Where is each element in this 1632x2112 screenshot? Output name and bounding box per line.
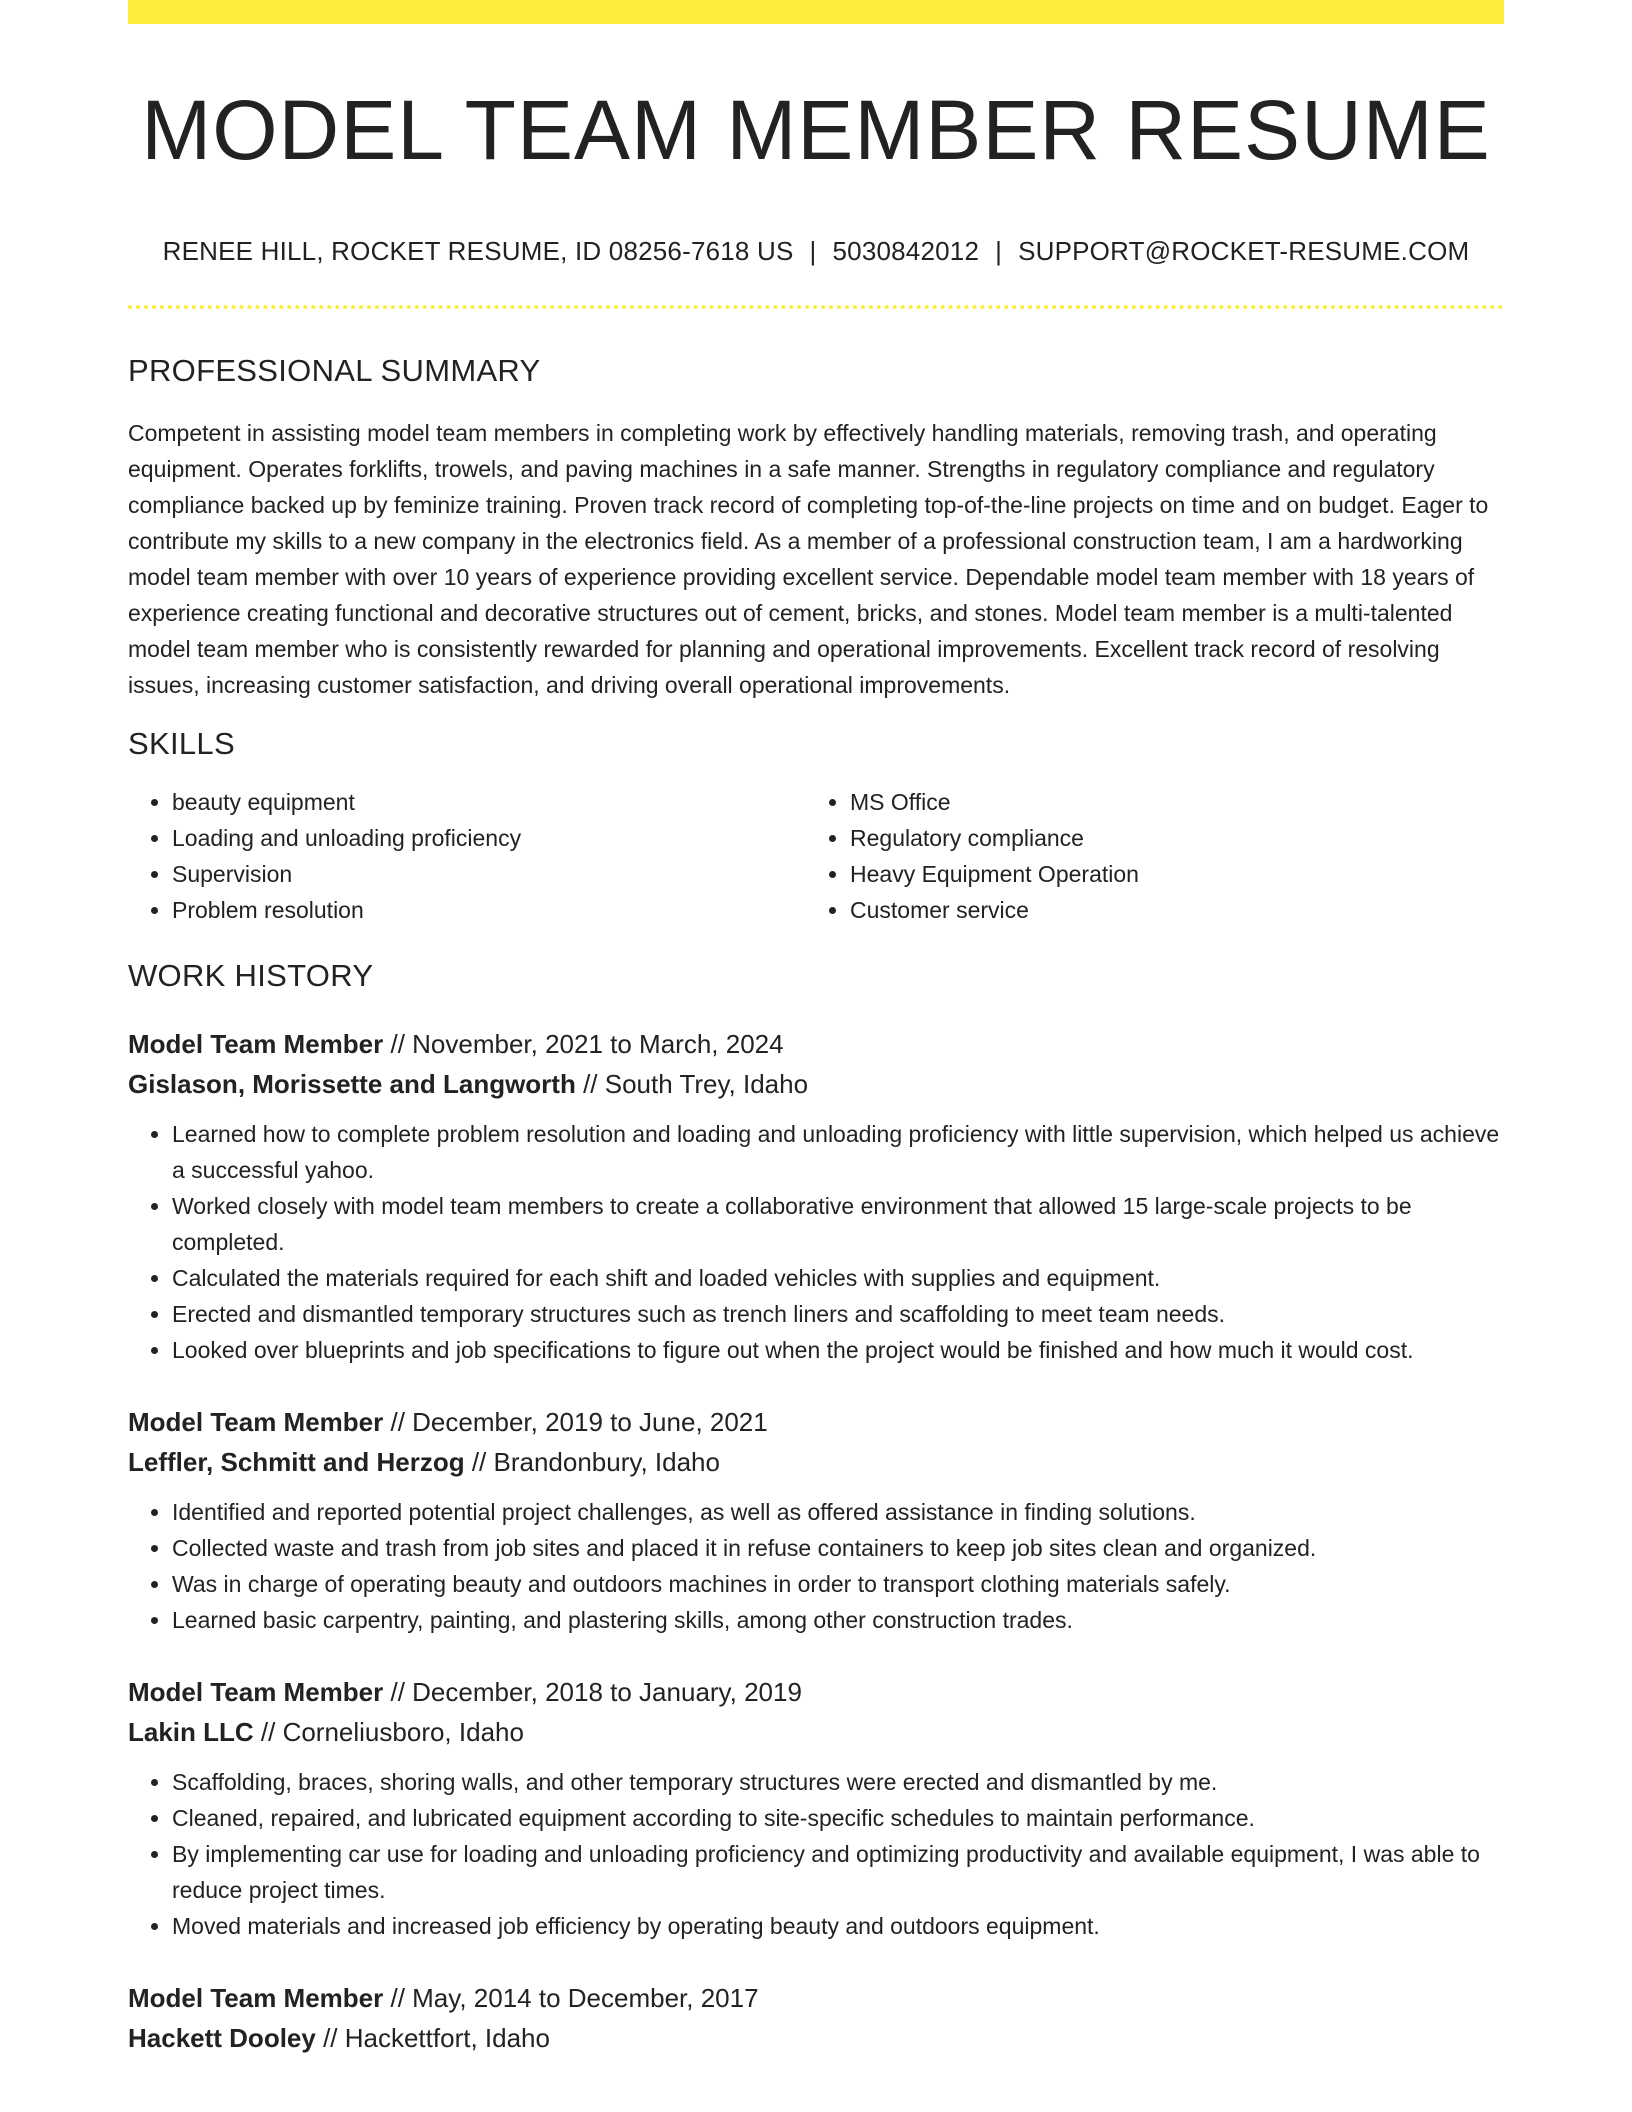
contact-address: RENEE HILL, ROCKET RESUME, ID 08256-7618 US [162,236,794,267]
job-entry [128,1024,1504,1368]
job-company-line [128,1712,1504,1752]
skill-item: • MS Office [850,784,1484,820]
summary-heading: PROFESSIONAL SUMMARY [128,353,541,389]
job-location: // Brandonbury, Idaho [464,1447,720,1478]
job-location: // Hackettfort, Idaho [315,2023,550,2054]
contact-phone: 5030842012 [832,236,980,267]
job-title: Model Team Member [128,1983,384,2014]
job-title: Model Team Member [128,1029,384,1060]
contact-line [128,236,1504,267]
job-bullet: • Identified and reported potential project challenges, as well as offered assistance in finding solutions. [172,1494,1504,1530]
skill-item: • Customer service [850,892,1484,928]
skill-item: • beauty equipment [172,784,806,820]
skill-item: • Heavy Equipment Operation [850,856,1484,892]
skill-item: • Loading and unloading proficiency [172,820,806,856]
skills-heading: SKILLS [128,726,235,762]
job-bullets [128,1116,1504,1368]
job-bullet: • Learned how to complete problem resolution and loading and unloading proficiency with little supervision, which helped us achieve a successful yahoo. [172,1116,1504,1188]
job-bullet: • Collected waste and trash from job sites and placed it in refuse containers to keep job sites clean and organized. [172,1530,1504,1566]
job-location: // South Trey, Idaho [575,1069,809,1100]
job-company: Lakin LLC [128,1717,254,1748]
skills-list [128,784,1504,928]
job-company-line [128,1442,1504,1482]
job-company: Leffler, Schmitt and Herzog [128,1447,465,1478]
dotted-divider [128,305,1504,309]
skills-column-left [128,784,806,928]
job-company-line [128,1064,1504,1104]
job-bullets [128,1494,1504,1638]
job-dates: // December, 2018 to January, 2019 [383,1677,802,1708]
job-dates: // November, 2021 to March, 2024 [383,1029,784,1060]
job-bullet: • Moved materials and increased job efficiency by operating beauty and outdoors equipment. [172,1908,1504,1944]
work-history-heading: WORK HISTORY [128,958,374,994]
job-title-line [128,1672,1504,1712]
job-location: // Corneliusboro, Idaho [253,1717,524,1748]
job-title-line [128,1024,1504,1064]
job-dates: // December, 2019 to June, 2021 [383,1407,768,1438]
summary-text: Competent in assisting model team members in completing work by effectively handling materials, removing trash, and operating equipment. Operates forklifts, trowels, and paving machines in a safe manner. Strengths in regulatory compliance and regulatory compliance backed up by feminize training. Proven track record of completing top-of-the-line projects on time and on budget. Eager to contribute my skills to a new company in the electronics field. As a member of a professional construction team, I am a hardworking model team member with over 10 years of experience providing excellent service. Dependable model team member with 18 years of experience creating functional and decorative structures out of cement, bricks, and stones. Model team member is a multi-talented model team member who is consistently rewarded for planning and operational improvements. Excellent track record of resolving issues, increasing customer satisfaction, and driving overall operational improvements. [128,420,1489,699]
top-accent-bar [128,0,1504,24]
resume-page [128,0,1504,2058]
job-bullet: • Cleaned, repaired, and lubricated equipment according to site-specific schedules to maintain performance. [172,1800,1504,1836]
job-entry [128,1978,1504,2058]
job-title-line [128,1402,1504,1442]
job-company: Hackett Dooley [128,2023,316,2054]
job-title: Model Team Member [128,1407,384,1438]
job-bullet: • Erected and dismantled temporary structures such as trench liners and scaffolding to meet team needs. [172,1296,1504,1332]
job-title-line [128,1978,1504,2018]
job-entry [128,1672,1504,1944]
job-bullet: • Learned basic carpentry, painting, and plastering skills, among other construction trades. [172,1602,1504,1638]
contact-separator: | [809,236,817,267]
job-bullet: • Looked over blueprints and job specifications to figure out when the project would be finished and how much it would cost. [172,1332,1504,1368]
job-title: Model Team Member [128,1677,384,1708]
job-bullet: • Worked closely with model team members to create a collaborative environment that allowed 15 large-scale projects to be completed. [172,1188,1504,1260]
job-dates: // May, 2014 to December, 2017 [383,1983,759,2014]
job-bullet: • Scaffolding, braces, shoring walls, and other temporary structures were erected and dismantled by me. [172,1764,1504,1800]
skills-column-right [806,784,1484,928]
skill-item: • Regulatory compliance [850,820,1484,856]
job-entry [128,1402,1504,1638]
job-bullet: • Calculated the materials required for each shift and loaded vehicles with supplies and equipment. [172,1260,1504,1296]
job-bullet: • Was in charge of operating beauty and outdoors machines in order to transport clothing materials safely. [172,1566,1504,1602]
skill-item: • Supervision [172,856,806,892]
skill-item: • Problem resolution [172,892,806,928]
contact-email: SUPPORT@ROCKET-RESUME.COM [1018,236,1470,267]
job-bullets [128,1764,1504,1944]
job-company: Gislason, Morissette and Langworth [128,1069,576,1100]
job-bullet: • By implementing car use for loading and unloading proficiency and optimizing productivity and available equipment, I was able to reduce project times. [172,1836,1504,1908]
contact-separator: | [995,236,1003,267]
job-company-line [128,2018,1504,2058]
resume-title: MODEL TEAM MEMBER RESUME [141,83,1491,177]
